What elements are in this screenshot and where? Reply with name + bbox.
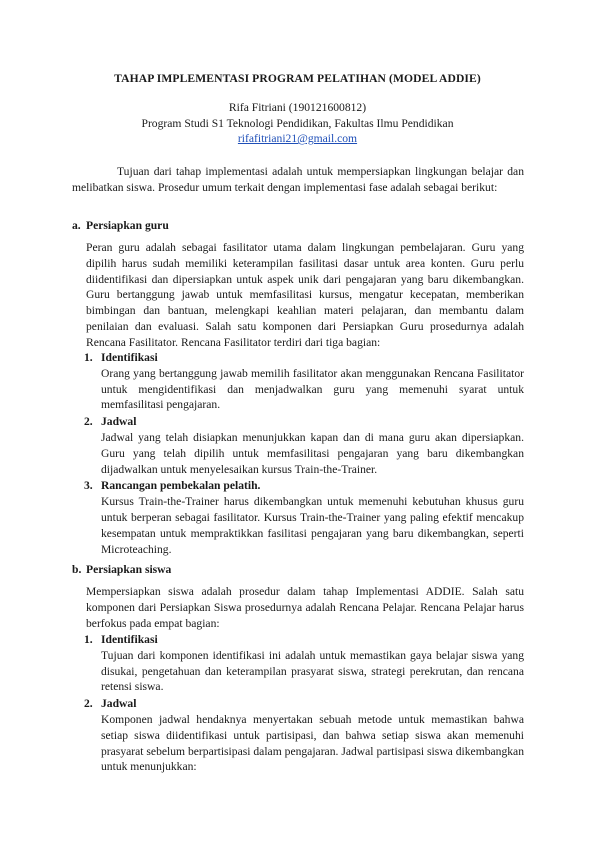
section-a-paragraph: Peran guru adalah sebagai fasilitator utama dalam lingkungan pembelajaran. Guru yang dipilih harus sudah memiliki keterampilan fasilitasi dasar untuk area konten. Guru perlu diidentifikasi dan dipersiapkan untuk aspek unik dari pengajaran yang baru dikembangkan. Guru bertanggung jawab untuk memfasilitasi kursus, mengatur kecepatan, memberikan bimbingan dan bantuan, melengkapi keahlian materi pelajaran, dan membantu dalam penilaian dan evaluasi. Salah satu komponen dari Persiapkan Guru prosedurnya adalah Rencana Fasilitator. Rencana Fasilitator terdiri dari tiga bagian: <box>86 241 524 349</box>
author-email-link[interactable]: rifafitriani21@gmail.com <box>237 132 358 146</box>
list-item-title: Jadwal <box>101 697 137 711</box>
section-a-heading <box>72 218 169 234</box>
section-letter: a. <box>72 219 81 232</box>
section-heading-text: Persiapkan siswa <box>86 563 172 576</box>
list-item-title: Identifikasi <box>101 633 158 646</box>
list-item-number: 1. <box>84 633 93 646</box>
intro-paragraph: Tujuan dari tahap implementasi adalah untuk mempersiapkan lingkungan belajar dan melibatkan siswa. Prosedur umum terkait dengan implementasi fase adalah sebagai berikut: <box>72 165 524 194</box>
list-item-heading <box>84 350 524 366</box>
list-item-body: Komponen jadwal hendaknya menyertakan sebuah metode untuk memastikan bahwa setiap siswa diidentifikasi untuk partisipasi, dan bahwa setiap siswa akan memenuhi prasyarat sebelum berpartisipasi dalam pengajaran. Jadwal partisipasi siswa dikembangkan untuk menunjukkan: <box>101 712 524 774</box>
list-item-title: Rancangan pembekalan pelatih. <box>101 479 261 493</box>
list-item <box>84 632 524 695</box>
list-item-body: Orang yang bertanggung jawab memilih fasilitator akan menggunakan Rencana Fasilitator untuk mengidentifikasi dan menjadwalkan guru yang memenuhi syarat untuk memfasilitasi pengajaran. <box>101 366 524 412</box>
section-letter: b. <box>72 563 82 576</box>
list-item-number: 1. <box>84 351 93 364</box>
section-b-paragraph: Mempersiapkan siswa adalah prosedur dalam tahap Implementasi ADDIE. Salah satu komponen dari Persiapkan Siswa prosedurnya adalah Rencana Pelajar. Rencana Pelajar harus berfokus pada empat bagian: <box>86 585 524 630</box>
author-name: Rifa Fitriani (190121600812) <box>228 101 367 114</box>
document-title: TAHAP IMPLEMENTASI PROGRAM PELATIHAN (MODEL ADDIE) <box>114 72 481 85</box>
list-item-heading <box>84 696 524 712</box>
list-item <box>84 350 524 413</box>
list-item-number: 3. <box>84 479 93 493</box>
list-item-title: Identifikasi <box>101 351 158 364</box>
author-affiliation: Program Studi S1 Teknologi Pendidikan, Fakultas Ilmu Pendidikan <box>141 116 454 130</box>
list-item-title: Jadwal <box>101 415 137 429</box>
list-item <box>84 478 524 557</box>
list-item-number: 2. <box>84 697 93 711</box>
section-a-list <box>84 350 524 558</box>
list-item <box>84 696 524 775</box>
list-item-number: 2. <box>84 415 93 429</box>
list-item <box>84 414 524 477</box>
section-heading-text: Persiapkan guru <box>86 219 169 232</box>
list-item-heading <box>84 478 524 494</box>
author-block <box>0 100 595 147</box>
section-b-heading <box>72 562 171 578</box>
list-item-body: Tujuan dari komponen identifikasi ini adalah untuk memastikan gaya belajar siswa yang disukai, pengetahuan dan keterampilan prasyarat siswa, strategi perekrutan, dan rencana retensi siswa. <box>101 648 524 694</box>
section-b-list <box>84 632 524 776</box>
list-item-body: Jadwal yang telah disiapkan menunjukkan kapan dan di mana guru akan dipersiapkan. Guru yang telah dipilih untuk memfasilitasi pengajaran yang baru dikembangkan dijadwalkan untuk menyelesaikan kursus Train-the-Trainer. <box>101 430 524 476</box>
list-item-heading <box>84 414 524 430</box>
list-item-body: Kursus Train-the-Trainer harus dikembangkan untuk memenuhi kebutuhan khusus guru untuk berperan sebagai fasilitator. Kursus Train-the-Trainer yang paling efektif mencakup kesempatan untuk mempraktikkan fasilitasi pengajaran yang baru dikembangkan, seperti Microteaching. <box>101 495 524 556</box>
list-item-heading <box>84 632 524 648</box>
